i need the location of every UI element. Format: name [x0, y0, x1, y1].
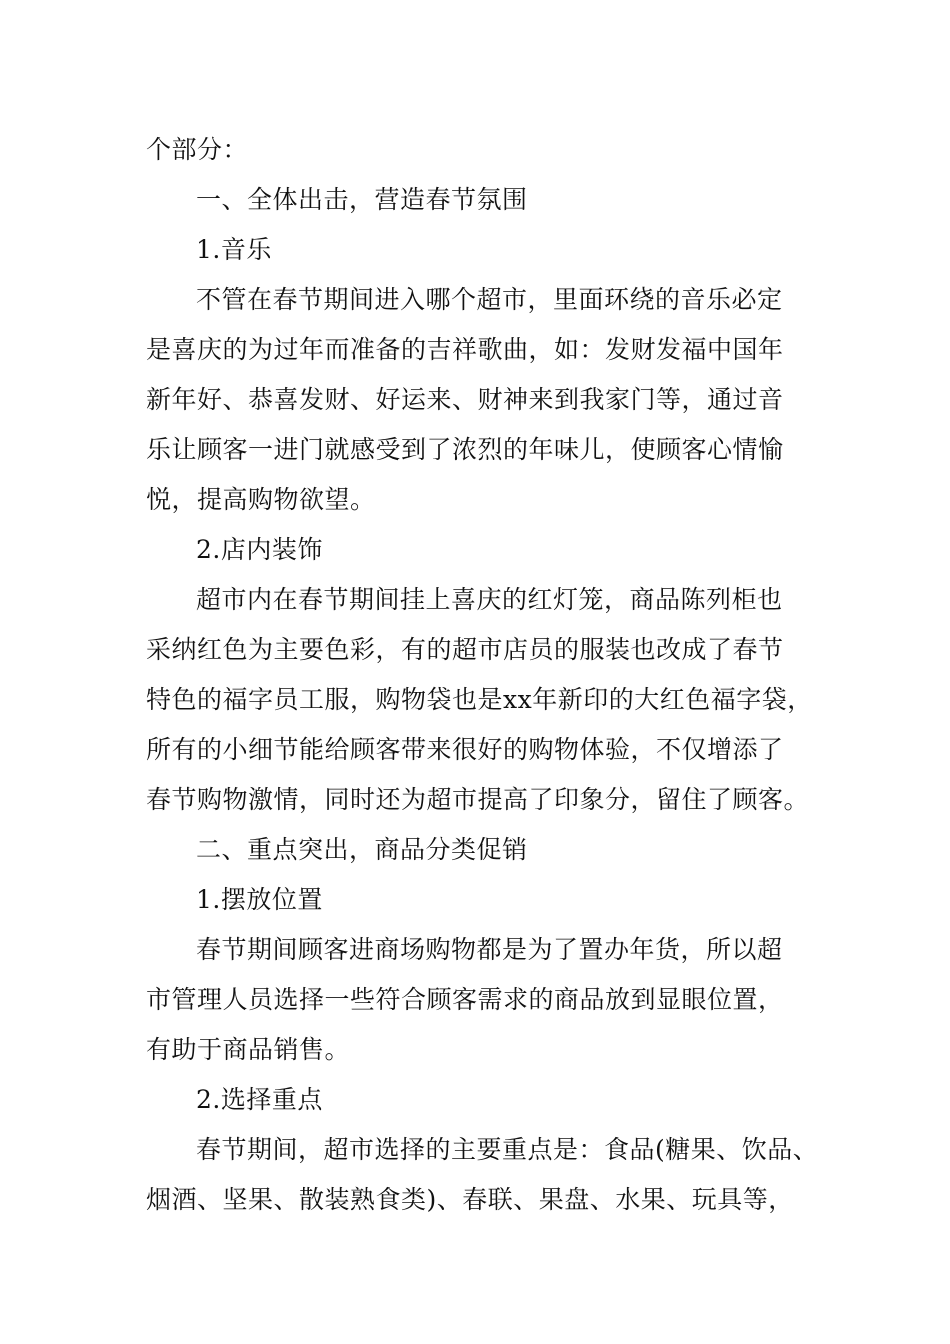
subsection-heading: 1.摆放位置	[196, 885, 323, 914]
text-line: 春节期间顾客进商场购物都是为了置办年货，所以超	[196, 935, 783, 964]
text-line: 春节期间，超市选择的主要重点是：食品(糖果、饮品、	[196, 1135, 819, 1164]
text-line: 个部分：	[146, 135, 249, 164]
text-line: 烟酒、坚果、散装熟食类)、春联、果盘、水果、玩具等，	[146, 1185, 794, 1214]
subsection-heading: 2.选择重点	[196, 1085, 323, 1114]
text-line: 不管在春节期间进入哪个超市，里面环绕的音乐必定	[196, 285, 783, 314]
text-line: 市管理人员选择一些符合顾客需求的商品放到显眼位置，	[146, 985, 784, 1014]
text-line: 所有的小细节能给顾客带来很好的购物体验，不仅增添了	[146, 735, 784, 764]
subsection-heading: 2.店内装饰	[196, 535, 323, 564]
section-heading: 一、全体出击，营造春节氛围	[196, 185, 528, 214]
text-line: 特色的福字员工服，购物袋也是xx年新印的大红色福字袋，	[146, 685, 813, 714]
section-heading: 二、重点突出，商品分类促销	[196, 835, 528, 864]
text-line: 采纳红色为主要色彩，有的超市店员的服装也改成了春节	[146, 635, 784, 664]
text-line: 是喜庆的为过年而准备的吉祥歌曲，如：发财发福中国年	[146, 335, 784, 364]
subsection-heading: 1.音乐	[196, 235, 272, 264]
text-line: 春节购物激情，同时还为超市提高了印象分，留住了顾客。	[146, 785, 810, 814]
text-line: 乐让顾客一进门就感受到了浓烈的年味儿，使顾客心情愉	[146, 435, 784, 464]
text-line: 超市内在春节期间挂上喜庆的红灯笼，商品陈列柜也	[196, 585, 783, 614]
text-line: 悦，提高购物欲望。	[146, 485, 376, 514]
text-line: 新年好、恭喜发财、好运来、财神来到我家门等，通过音	[146, 385, 784, 414]
text-line: 有助于商品销售。	[146, 1035, 351, 1064]
